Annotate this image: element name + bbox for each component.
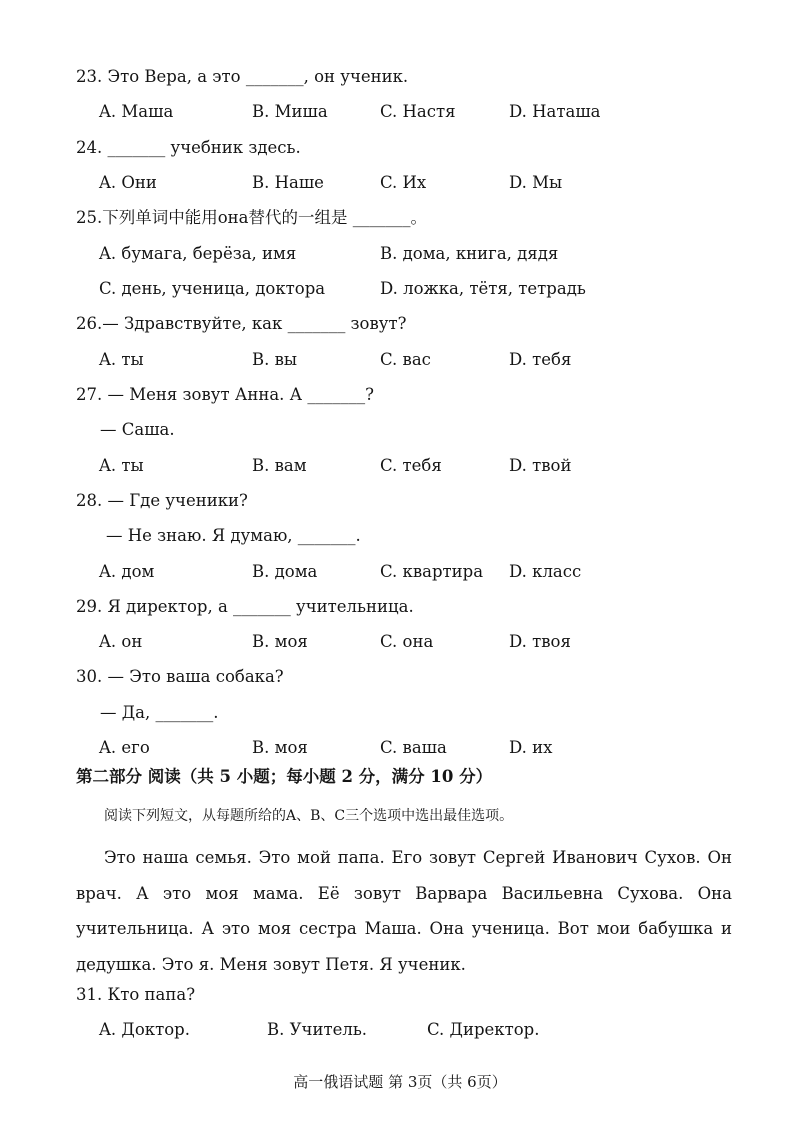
option-c: C. день, ученица, доктора (99, 279, 326, 298)
question-26-stem: 26.— Здравствуйте, как _______ зовут? (76, 314, 407, 333)
option-d: D. ложка, тётя, тетрадь (380, 279, 586, 298)
question-28-options (99, 561, 760, 583)
option-d: D. Мы (509, 173, 563, 192)
question-27-stem: 27. — Меня зовут Анна. А _______? (76, 385, 374, 404)
option-b: B. моя (252, 632, 308, 651)
option-c: C. Директор. (427, 1020, 540, 1039)
question-24-stem: 24. _______ учебник здесь. (76, 138, 301, 157)
question-24-options (99, 172, 760, 194)
option-d: D. твой (509, 456, 572, 475)
question-30-options (99, 737, 760, 759)
option-d: D. их (509, 738, 553, 757)
option-a: A. Они (99, 173, 157, 192)
question-31-options (99, 1019, 760, 1041)
question-23-options (99, 101, 760, 123)
question-25-options-row2 (99, 278, 760, 300)
option-a: A. его (99, 738, 150, 757)
option-c: C. тебя (380, 456, 442, 475)
option-a: A. он (99, 632, 143, 651)
reading-passage: Это наша семья. Это мой папа. Его зовут Сергей Иванович Сухов. Он врач. А это моя мама. Её зовут Варвара Васильевна Сухова. Она учительница. А это моя сестра Маша. Она ученица. Вот мои бабушка и дедушка. Это я. Меня зовут Петя. Я ученик. (76, 848, 732, 974)
question-29-stem: 29. Я директор, а _______ учительница. (76, 597, 414, 616)
question-28-stem: 28. — Где ученики? (76, 491, 248, 510)
option-b: B. Миша (252, 102, 328, 121)
option-b: B. вам (252, 456, 307, 475)
option-c: C. Их (380, 173, 427, 192)
option-a: A. бумага, берёза, имя (99, 244, 297, 263)
option-b: B. Учитель. (267, 1020, 368, 1039)
question-26-options (99, 349, 760, 371)
option-b: B. вы (252, 350, 298, 369)
question-31-stem: 31. Кто папа? (76, 985, 196, 1004)
option-c: C. Настя (380, 102, 456, 121)
option-a: A. Маша (99, 102, 174, 121)
question-29-options (99, 631, 760, 653)
option-b: B. Наше (252, 173, 324, 192)
option-a: A. ты (99, 350, 144, 369)
question-30-reply: — Да, _______. (100, 703, 219, 722)
option-b: B. дома (252, 562, 318, 581)
option-b: B. дома, книга, дядя (380, 244, 559, 263)
section-header: 第二部分 阅读（共 5 小题；每小题 2 分，满分 10 分） (76, 767, 493, 786)
section-instruction: 阅读下列短文，从每题所给的A、B、C三个选项中选出最佳选项。 (104, 808, 514, 824)
option-b: B. моя (252, 738, 308, 757)
option-d: D. Наташа (509, 102, 601, 121)
question-27-options (99, 455, 760, 477)
option-d: D. класс (509, 562, 582, 581)
question-30-stem: 30. — Это ваша собака? (76, 667, 284, 686)
option-a: A. Доктор. (99, 1020, 190, 1039)
question-23-stem: 23. Это Вера, а это _______, он ученик. (76, 67, 409, 86)
option-a: A. дом (99, 562, 155, 581)
option-c: C. вас (380, 350, 431, 369)
question-25-options-row1 (99, 243, 760, 265)
page-footer: 高一俄语试题 第 3页（共 6页） (293, 1073, 507, 1091)
option-a: A. ты (99, 456, 144, 475)
option-c: C. ваша (380, 738, 447, 757)
question-28-reply: — Не знаю. Я думаю, _______. (106, 526, 361, 545)
question-25-stem: 25.下列单词中能用она替代的一组是 _______。 (76, 208, 428, 227)
option-c: C. она (380, 632, 434, 651)
option-d: D. тебя (509, 350, 572, 369)
option-d: D. твоя (509, 632, 571, 651)
question-27-reply: — Саша. (100, 420, 175, 439)
option-c: C. квартира (380, 562, 484, 581)
